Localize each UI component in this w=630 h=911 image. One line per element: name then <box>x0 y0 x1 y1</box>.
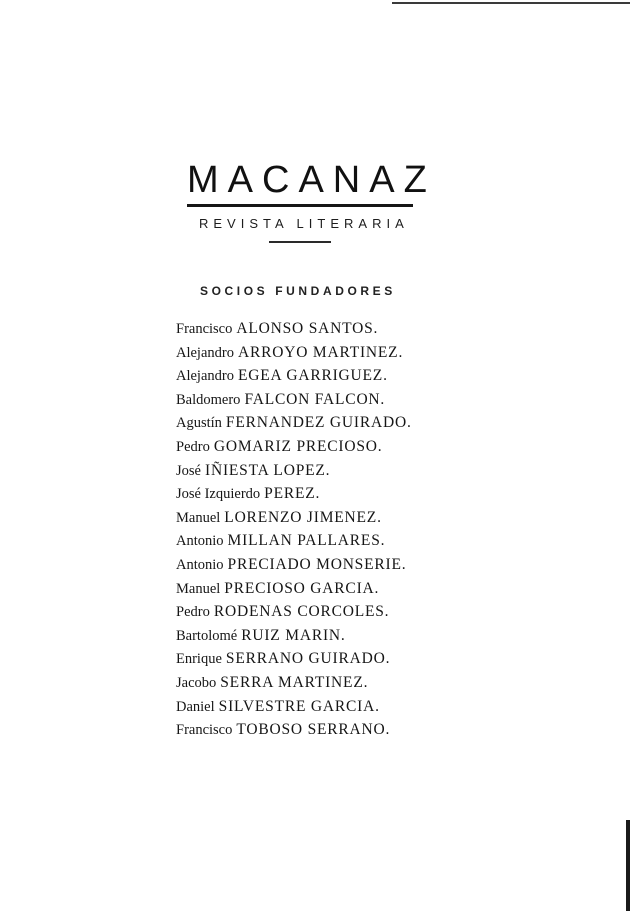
member-item <box>176 506 412 530</box>
member-given-name: Enrique <box>176 651 222 668</box>
member-family-name: IÑIESTA LOPEZ. <box>204 461 331 479</box>
member-given-name: Manuel <box>176 509 221 526</box>
member-item <box>176 435 412 459</box>
member-given-name: Francisco <box>176 722 233 739</box>
member-family-name: PRECIADO MONSERIE. <box>227 555 407 573</box>
member-family-name: LORENZO JIMENEZ. <box>224 508 382 526</box>
member-given-name: Pedro <box>176 604 210 621</box>
member-given-name: Alejandro <box>176 344 234 361</box>
page-edge-mark <box>626 820 630 911</box>
member-item <box>176 553 412 577</box>
member-item <box>176 624 412 648</box>
member-family-name: ARROYO MARTINEZ. <box>237 343 404 361</box>
section-heading: SOCIOS FUNDADORES <box>200 284 396 298</box>
member-family-name: PEREZ. <box>264 485 321 503</box>
member-given-name: Jacobo <box>176 674 217 691</box>
subtitle-underline <box>269 241 331 243</box>
member-family-name: ALONSO SANTOS. <box>236 320 379 337</box>
member-given-name: Antonio <box>176 533 224 550</box>
member-item <box>176 482 412 506</box>
member-family-name: TOBOSO SERRANO. <box>236 721 391 739</box>
member-family-name: PRECIOSO GARCIA. <box>224 579 380 597</box>
member-family-name: FERNANDEZ GUIRADO. <box>225 414 412 432</box>
member-item <box>176 364 412 388</box>
member-given-name: Francisco <box>176 321 233 337</box>
member-item <box>176 600 412 624</box>
title-underline <box>187 204 413 207</box>
member-given-name: Antonio <box>176 556 224 573</box>
member-item <box>176 388 412 412</box>
member-family-name: SERRANO GUIRADO. <box>225 650 391 668</box>
magazine-title: MACANAZ <box>187 159 436 201</box>
member-given-name: Pedro <box>176 438 210 455</box>
member-item <box>176 459 412 483</box>
top-edge-rule <box>392 2 630 4</box>
member-item <box>176 411 412 435</box>
member-given-name: Bartolomé <box>176 627 238 644</box>
member-item <box>176 671 412 695</box>
member-family-name: GOMARIZ PRECIOSO. <box>213 437 383 455</box>
member-family-name: SERRA MARTINEZ. <box>220 673 369 691</box>
masthead <box>187 158 436 243</box>
member-given-name: Alejandro <box>176 368 234 385</box>
member-family-name: RUIZ MARIN. <box>241 626 346 644</box>
member-family-name: RODENAS CORCOLES. <box>213 603 390 621</box>
member-given-name: Manuel <box>176 580 221 597</box>
member-family-name: FALCON FALCON. <box>244 390 386 408</box>
member-given-name: José <box>176 462 201 479</box>
founding-members-list <box>176 317 412 742</box>
member-given-name: José Izquierdo <box>176 486 261 503</box>
member-item <box>176 577 412 601</box>
member-family-name: EGEA GARRIGUEZ. <box>237 367 388 385</box>
member-item <box>176 317 412 341</box>
member-item <box>176 529 412 553</box>
member-family-name: SILVESTRE GARCIA. <box>218 697 380 715</box>
member-item <box>176 341 412 365</box>
member-family-name: MILLAN PALLARES. <box>227 532 386 550</box>
member-given-name: Agustín <box>176 415 222 432</box>
member-item <box>176 718 412 742</box>
magazine-subtitle: REVISTA LITERARIA <box>199 216 409 231</box>
member-given-name: Baldomero <box>176 391 241 408</box>
member-item <box>176 695 412 719</box>
member-given-name: Daniel <box>176 698 215 715</box>
member-item <box>176 647 412 671</box>
